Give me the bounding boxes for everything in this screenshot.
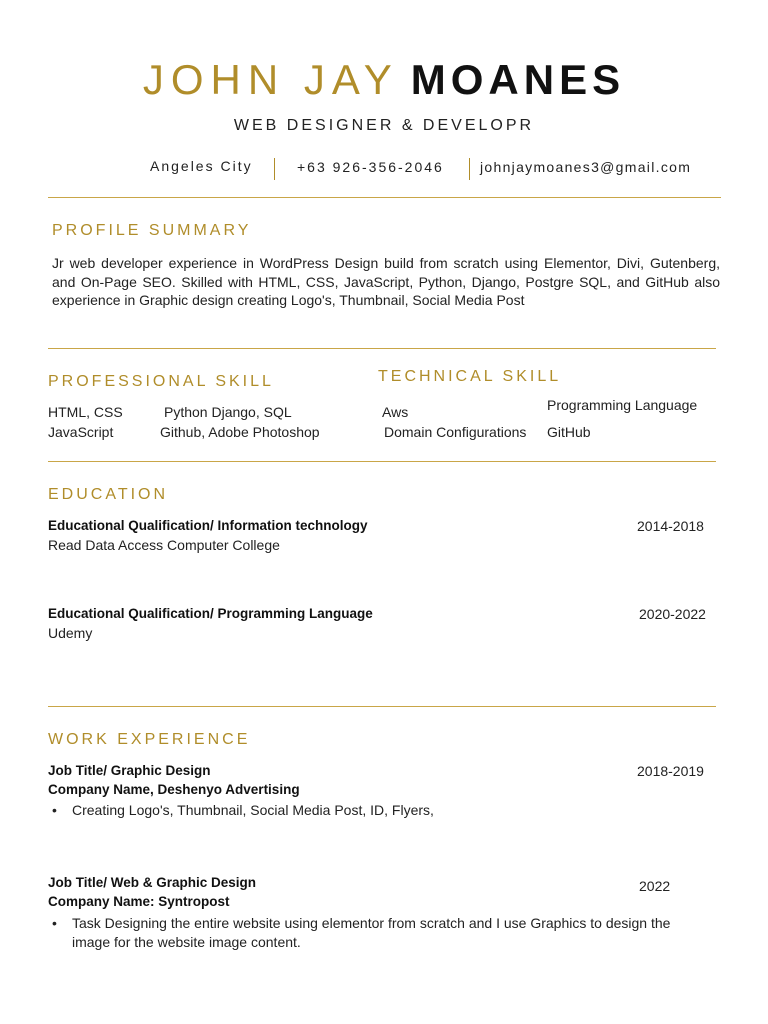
contact-phone: +63 926-356-2046 xyxy=(297,159,444,175)
skill-item: Programming Language xyxy=(547,397,698,413)
profile-heading: PROFILE SUMMARY xyxy=(52,222,252,239)
divider xyxy=(48,706,716,707)
education-years: 2014-2018 xyxy=(637,518,704,534)
technical-skill-heading: TECHNICAL SKILL xyxy=(378,368,562,385)
first-name: JOHN JAY xyxy=(142,56,399,103)
skill-item: GitHub xyxy=(547,424,591,440)
profile-summary: Jr web developer experience in WordPress Design build from scratch using Elementor, Divi, Gutenberg, and On-Page SEO. Skilled with HTML, CSS, JavaScript, Python, Django, Postgre SQL, and GitHub also experience in Graphic design creating Logo's, Thumbnail, Social Media Post xyxy=(52,255,720,308)
work-years: 2022 xyxy=(639,878,671,894)
last-name: MOANES xyxy=(410,56,626,103)
education-school: Udemy xyxy=(48,625,93,641)
skill-item: Domain Configurations xyxy=(384,424,527,440)
education-title: Educational Qualification/ Information technology xyxy=(48,518,368,533)
work-years: 2018-2019 xyxy=(637,763,704,779)
work-bullet: • Creating Logo's, Thumbnail, Social Media Post, ID, Flyers, xyxy=(72,801,712,820)
skill-item: HTML, CSS xyxy=(48,404,123,420)
contact-divider xyxy=(274,158,275,180)
education-years: 2020-2022 xyxy=(639,606,706,622)
work-company: Company Name, Deshenyo Advertising xyxy=(48,782,300,797)
divider xyxy=(48,348,716,349)
contact-email: johnjaymoanes3@gmail.com xyxy=(480,159,692,175)
skill-item: JavaScript xyxy=(48,424,114,440)
work-bullet: • Task Designing the entire website using elementor from scratch and I use Graphics to design the image for the website image content. xyxy=(72,914,712,952)
skill-item: Python Django, SQL xyxy=(164,404,292,420)
work-heading: WORK EXPERIENCE xyxy=(48,731,251,748)
skill-item: Github, Adobe Photoshop xyxy=(160,424,320,440)
divider xyxy=(48,197,721,198)
education-school: Read Data Access Computer College xyxy=(48,537,280,553)
contact-divider xyxy=(469,158,470,180)
candidate-name xyxy=(0,56,768,104)
education-heading: EDUCATION xyxy=(48,486,169,503)
contact-city: Angeles City xyxy=(150,158,253,174)
professional-skill-heading: PROFESSIONAL SKILL xyxy=(48,373,274,390)
skill-item: Aws xyxy=(382,404,409,420)
education-title: Educational Qualification/ Programming Language xyxy=(48,606,373,621)
divider xyxy=(48,461,716,462)
work-job-title: Job Title/ Web & Graphic Design xyxy=(48,875,257,890)
job-title: WEB DESIGNER & DEVELOPR xyxy=(233,117,535,134)
work-job-title: Job Title/ Graphic Design xyxy=(48,763,211,778)
work-company: Company Name: Syntropost xyxy=(48,894,230,909)
